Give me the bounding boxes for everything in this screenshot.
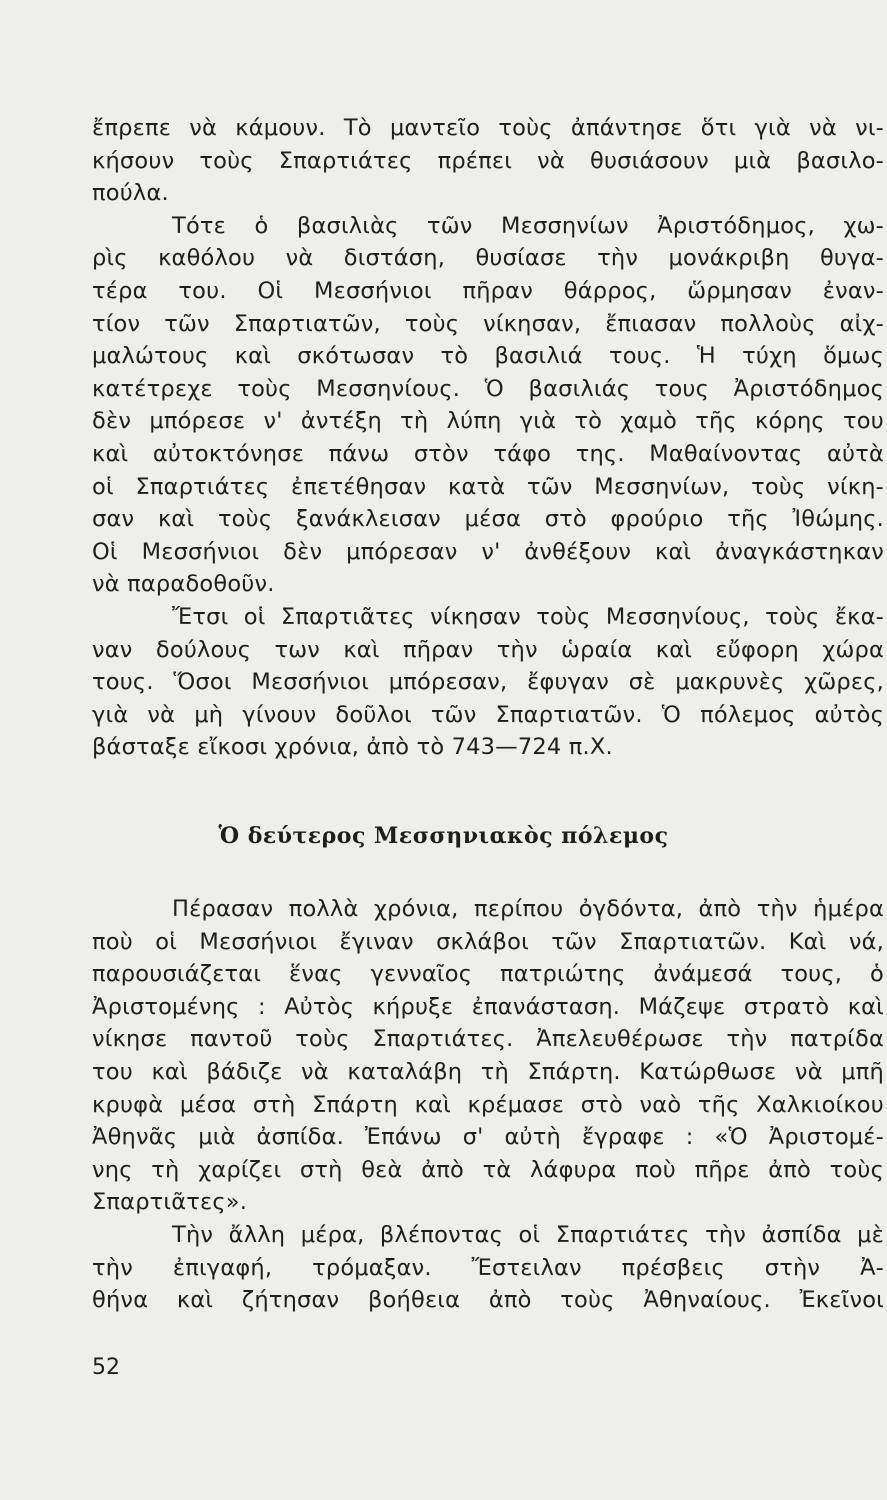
page-number: 52 xyxy=(92,1355,120,1380)
text-line: θήνα καὶ ζήτησαν βοήθεια ἀπὸ τοὺς Ἀθηναίους. Ἐκεῖνοι xyxy=(92,1287,884,1314)
text-line: κατέτρεχε τοὺς Μεσσηνίους. Ὁ βασιλιάς τους Ἀριστόδημος xyxy=(92,375,884,402)
text-line: σαν καὶ τοὺς ξανάκλεισαν μέσα στὸ φρούριο τῆς Ἰθώμης. xyxy=(92,506,884,533)
text-line: ναν δούλους των καὶ πῆραν τὴν ὡραία καὶ εὔφορη χώρα xyxy=(92,636,884,663)
text-line: δὲν μπόρεσε ν' ἀντέξη τὴ λύπη γιὰ τὸ χαμὸ τῆς κόρης του xyxy=(92,408,884,435)
text-block-top xyxy=(92,112,884,764)
text-line: τὴν ἐπιγαφή, τρόμαξαν. Ἔστειλαν πρέσβεις στὴν Ἀ- xyxy=(92,1254,884,1281)
text-line: Οἱ Μεσσήνιοι δὲν μπόρεσαν ν' ἀνθέξουν καὶ ἀναγκάστηκαν xyxy=(92,538,884,565)
text-line: Ἔτσι οἱ Σπαρτιᾶτες νίκησαν τοὺς Μεσσηνίους, τοὺς ἔκα- xyxy=(172,603,884,630)
text-line: κήσουν τοὺς Σπαρτιάτες πρέπει νὰ θυσιάσουν μιὰ βασιλο- xyxy=(92,147,884,174)
text-line: ρὶς καθόλου νὰ διστάση, θυσίασε τὴν μονάκριβη θυγα- xyxy=(92,245,884,272)
text-line: νης τὴ χαρίζει στὴ θεὰ ἀπὸ τὰ λάφυρα ποὺ πῆρε ἀπὸ τοὺς xyxy=(92,1156,884,1183)
text-line: Τότε ὁ βασιλιὰς τῶν Μεσσηνίων Ἀριστόδημος, χω- xyxy=(172,212,884,239)
text-line: Πέρασαν πολλὰ χρόνια, περίπου ὀγδόντα, ἀπὸ τὴν ἡμέρα xyxy=(172,896,884,922)
text-line: μαλώτους καὶ σκότωσαν τὸ βασιλιά τους. Ἡ τύχη ὅμως xyxy=(92,343,884,370)
text-line: τίον τῶν Σπαρτιατῶν, τοὺς νίκησαν, ἔπιασαν πολλοὺς αἰχ- xyxy=(92,310,884,337)
text-line: παρουσιάζεται ἕνας γενναῖος πατριώτης ἀνάμεσά τους, ὁ xyxy=(92,961,884,988)
text-line: νὰ παραδοθοῦν. xyxy=(92,571,275,598)
text-line: καὶ αὐτοκτόνησε πάνω στὸν τάφο της. Μαθαίνοντας αὐτὰ xyxy=(92,440,884,467)
text-line: ἔπρεπε νὰ κάμουν. Τὸ μαντεῖο τοὺς ἀπάντησε ὅτι γιὰ νὰ νι- xyxy=(92,115,884,141)
text-line: οἱ Σπαρτιάτες ἐπετέθησαν κατὰ τῶν Μεσσηνίων, τοὺς νίκη- xyxy=(92,473,884,500)
text-line: τους. Ὅσοι Μεσσήνιοι μπόρεσαν, ἔφυγαν σὲ μακρυνὲς χῶρες, xyxy=(92,669,884,696)
text-line: βάσταξε εἴκοσι χρόνια, ἀπὸ τὸ 743—724 π.Χ. xyxy=(92,734,613,761)
section-heading: Ὁ δεύτερος Μεσσηνιακὸς πόλεμος xyxy=(218,823,669,849)
text-line: γιὰ νὰ μὴ γίνουν δοῦλοι τῶν Σπαρτιατῶν. Ὁ πόλεμος αὐτὸς xyxy=(92,701,884,728)
text-line: Τὴν ἄλλη μέρα, βλέποντας οἱ Σπαρτιάτες τὴν ἀσπίδα μὲ xyxy=(172,1221,884,1248)
text-line: κρυφὰ μέσα στὴ Σπάρτη καὶ κρέμασε στὸ ναὸ τῆς Χαλκιοίκου xyxy=(92,1091,884,1118)
text-line: του καὶ βάδιζε νὰ καταλάβη τὴ Σπάρτη. Κατώρθωσε νὰ μπῆ xyxy=(92,1058,884,1085)
text-line: τέρα του. Οἱ Μεσσήνιοι πῆραν θάρρος, ὥρμησαν ἐναν- xyxy=(92,277,884,304)
text-line: Σπαρτιᾶτες». xyxy=(92,1189,248,1216)
text-line: νίκησε παντοῦ τοὺς Σπαρτιάτες. Ἀπελευθέρωσε τὴν πατρίδα xyxy=(92,1026,884,1053)
text-line: πούλα. xyxy=(92,180,169,207)
text-line: Ἀριστομένης : Αὐτὸς κήρυξε ἐπανάσταση. Μάζεψε στρατὸ καὶ xyxy=(92,993,884,1020)
text-line: ποὺ οἱ Μεσσήνιοι ἔγιναν σκλάβοι τῶν Σπαρτιατῶν. Καὶ νά, xyxy=(92,928,884,955)
text-line: Ἀθηνᾶς μιὰ ἀσπίδα. Ἐπάνω σ' αὐτὴ ἔγραφε : «Ὁ Ἀριστομέ- xyxy=(92,1124,884,1151)
text-block-bottom xyxy=(92,893,884,1317)
